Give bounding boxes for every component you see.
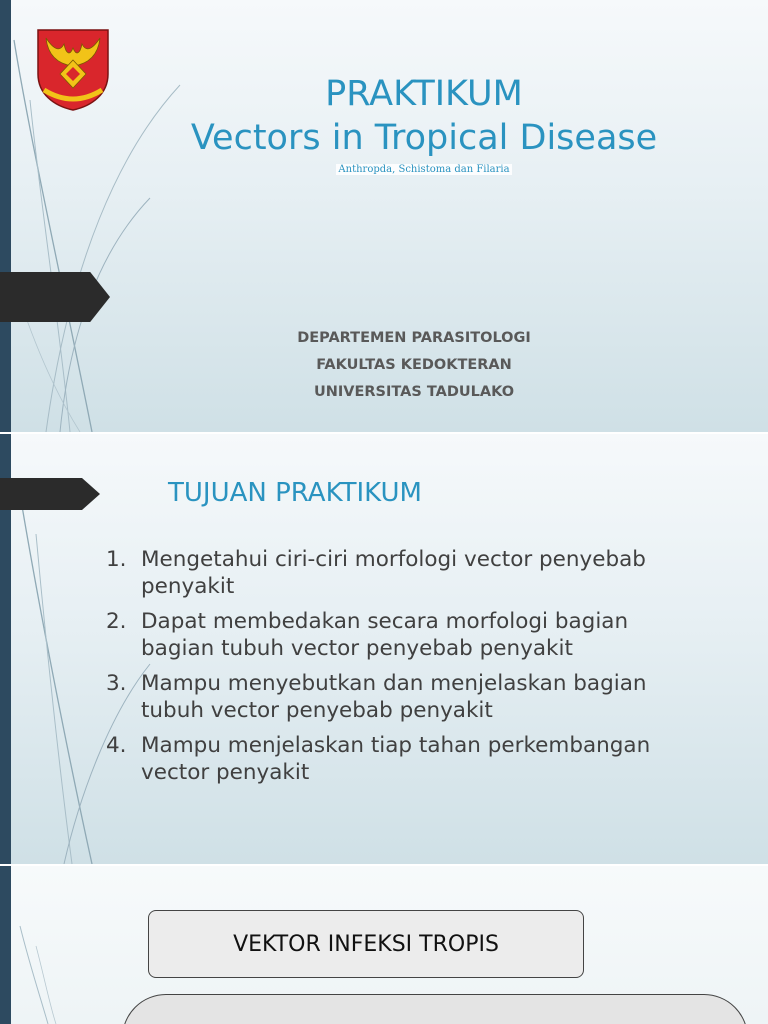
objectives-slide [0,434,768,864]
list-text: Dapat membedakan secara morfologi bagian bagian tubuh vector penyebab penyakit [141,609,629,661]
slide-tag [0,272,110,322]
list-number: 4. [106,733,127,758]
list-number: 1. [106,547,127,572]
objectives-heading: TUJUAN PRAKTIKUM [168,478,422,508]
slide-side-bar [0,0,11,432]
list-text: Mengetahui ciri-ciri morfologi vector penyebab penyakit [141,547,646,599]
vector-title-box [148,910,584,978]
university-logo-icon [30,24,116,112]
slide-tag [0,478,100,510]
list-number: 2. [106,609,127,634]
list-item [106,732,706,786]
list-item [106,608,706,662]
title-slide [0,0,768,432]
slide-side-bar [0,866,11,1024]
vector-title-text: VEKTOR INFEKSI TROPIS [233,931,499,957]
list-item [106,546,706,600]
presentation-subtitle [140,164,708,175]
vector-content-box [122,994,748,1024]
subtitle-text: Anthropda, Schistoma dan Filaria [338,164,510,175]
list-item [106,670,706,724]
university-line: UNIVERSITAS TADULAKO [313,384,515,400]
vector-slide [0,866,768,1024]
presentation-title-line2: Vectors in Tropical Disease [190,118,658,158]
faculty-line: FAKULTAS KEDOKTERAN [316,357,512,373]
list-number: 3. [106,671,127,696]
objectives-list [106,546,706,794]
list-text: Mampu menyebutkan dan menjelaskan bagian tubuh vector penyebab penyakit [141,671,647,723]
list-text: Mampu menjelaskan tiap tahan perkembangan vector penyakit [141,733,651,785]
department-line: DEPARTEMEN PARASITOLOGI [297,330,531,346]
presentation-title-line1: PRAKTIKUM [325,74,523,114]
